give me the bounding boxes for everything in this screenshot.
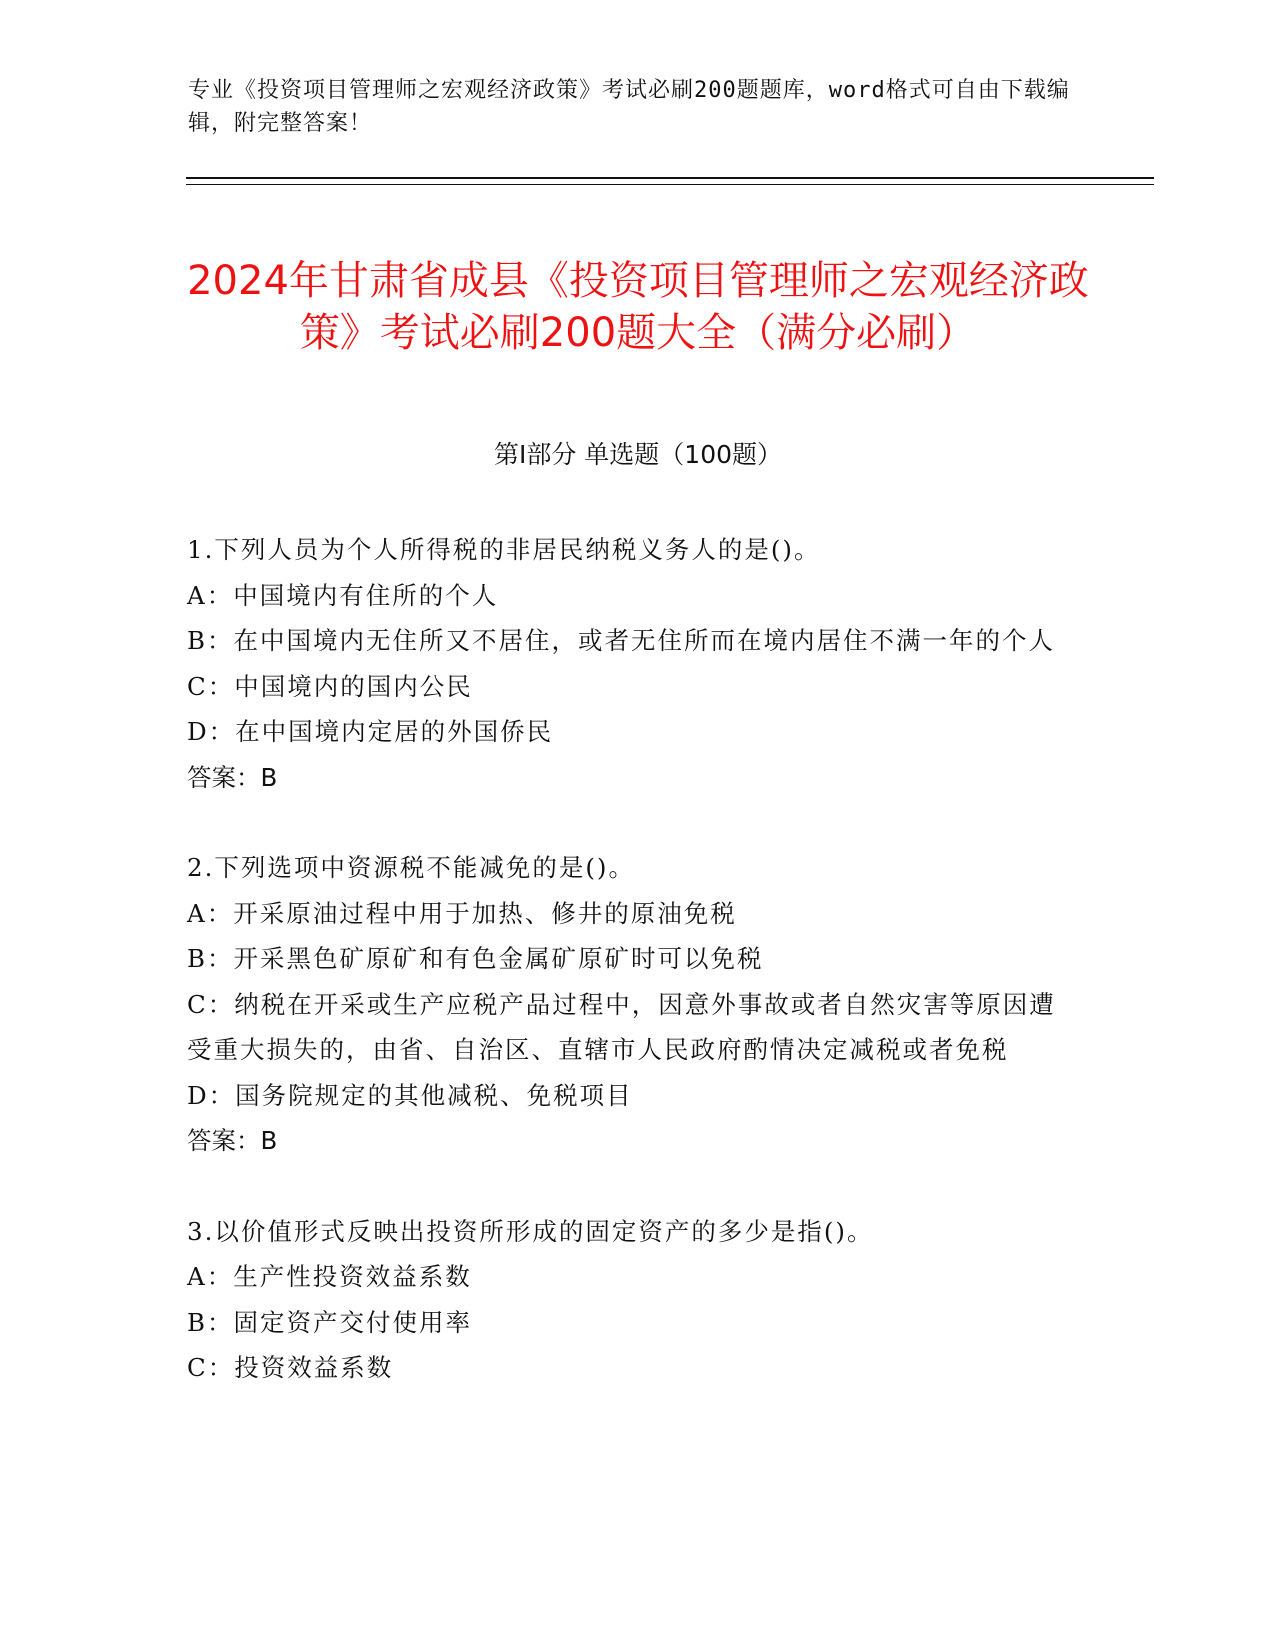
question-item [187, 845, 1067, 1164]
question-stem: 2.下列选项中资源税不能减免的是()。 [187, 853, 635, 882]
header-rule-thin [186, 184, 1154, 185]
question-separator [187, 1164, 1067, 1209]
question-list [187, 527, 1067, 1391]
question-option: C：纳税在开采或生产应税产品过程中，因意外事故或者自然灾害等原因遭受重大损失的，由省、自治区、直辖市人民政府酌情决定减税或者免税 [187, 989, 1056, 1064]
section-heading: 第I部分 单选题（100题） [493, 440, 783, 469]
question-option: A：开采原油过程中用于加热、修井的原油免税 [187, 898, 737, 928]
question-option: B：在中国境内无住所又不居住，或者无住所而在境内居住不满一年的个人 [187, 626, 1056, 655]
header-rule-thick [186, 177, 1154, 179]
question-option: A：生产性投资效益系数 [187, 1262, 472, 1291]
header-note: 专业《投资项目管理师之宏观经济政策》考试必刷200题题库，word格式可自由下载编辑，附完整答案！ [188, 78, 1070, 136]
question-option: A：中国境内有住所的个人 [187, 580, 499, 610]
question-option: C：投资效益系数 [187, 1353, 394, 1382]
question-option: D：国务院规定的其他减税、免税项目 [187, 1080, 633, 1110]
question-option: B：开采黑色矿原矿和有色金属矿原矿时可以免税 [187, 944, 764, 973]
question-answer: 答案：B [187, 1126, 278, 1155]
document-title: 2024年甘肃省成县《投资项目管理师之宏观经济政策》考试必刷200题大全（满分必刷） [187, 257, 1089, 356]
question-option: D：在中国境内定居的外国侨民 [187, 717, 554, 746]
question-separator [187, 800, 1067, 845]
question-stem: 3.以价值形式反映出投资所形成的固定资产的多少是指()。 [187, 1216, 874, 1246]
question-option: B：固定资产交付使用率 [187, 1307, 473, 1337]
question-option: C：中国境内的国内公民 [187, 671, 473, 701]
question-item [187, 527, 1067, 800]
question-stem: 1.下列人员为个人所得税的非居民纳税义务人的是()。 [187, 535, 821, 564]
question-answer: 答案：B [187, 762, 278, 792]
question-item [187, 1209, 1067, 1391]
